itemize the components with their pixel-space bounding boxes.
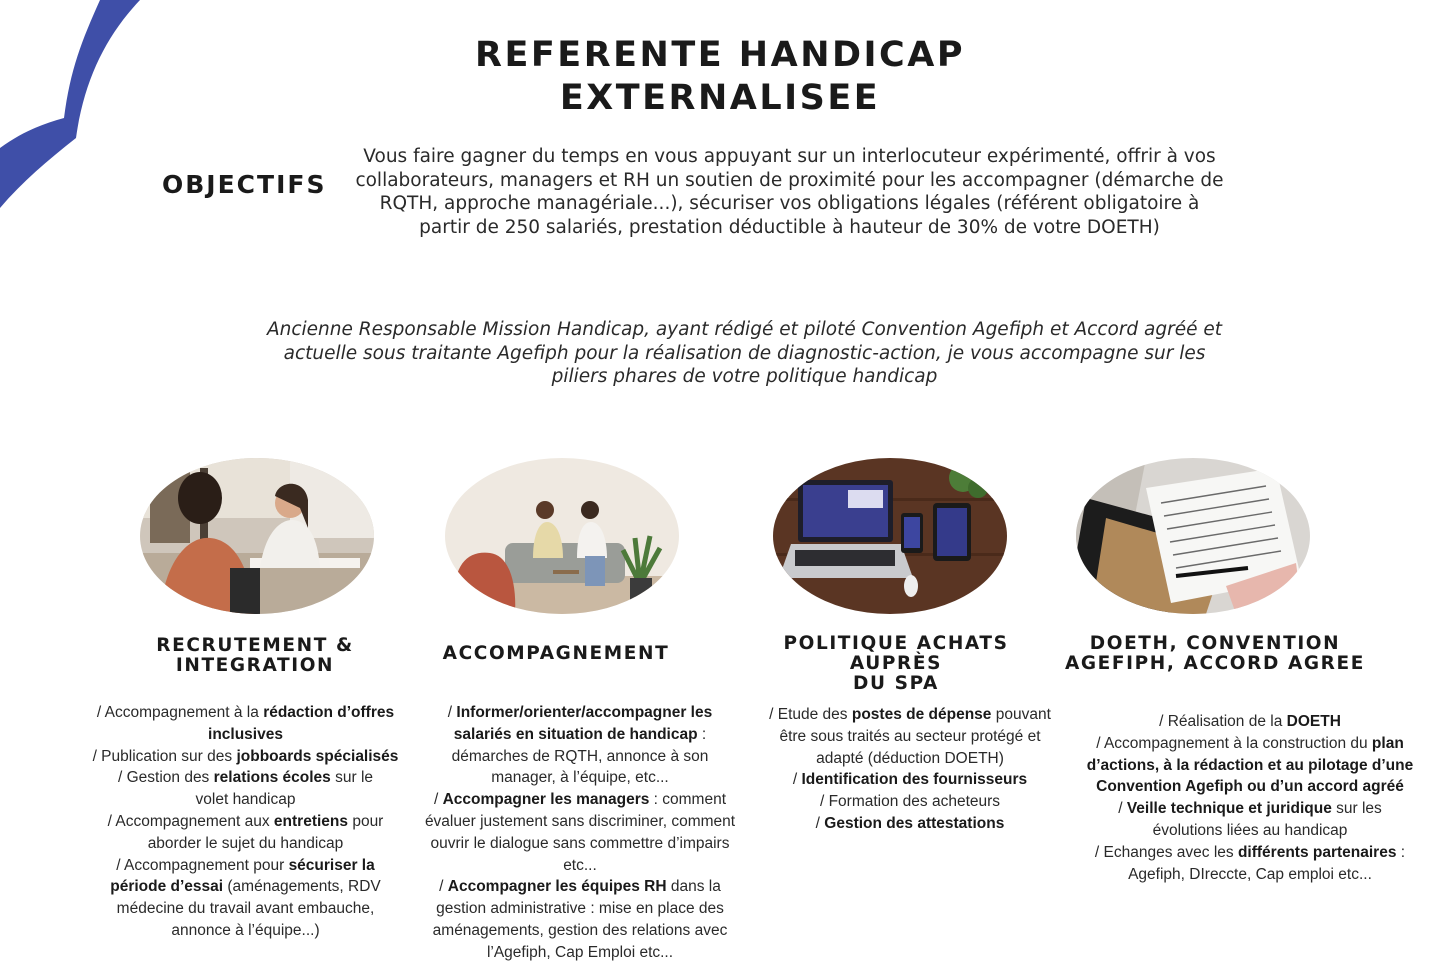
list-item: / Accompagnement aux entretiens pour aborder le sujet du handicap	[107, 812, 384, 852]
pillar-achats-title: POLITIQUE ACHATS AUPRÈS DU SPA	[783, 633, 1009, 694]
pillar-accompagnement-list	[415, 702, 745, 964]
list-item: / Accompagnement à la construction du plan d’actions, à la rédaction et au pilotage d’une Convention Agefiph ou d’un accord agréé	[1086, 734, 1414, 796]
title-line-2: EXTERNALISEE	[559, 78, 881, 118]
page-title	[370, 34, 1070, 120]
list-item: / Publication sur des jobboards spécialisés	[92, 747, 399, 765]
meeting-photo-icon	[445, 458, 679, 614]
corner-arc-decoration	[0, 0, 150, 215]
pillar-accompagnement-title: ACCOMPAGNEMENT	[442, 643, 670, 664]
devices-photo-icon	[773, 458, 1007, 614]
pillar-doeth-list	[1086, 711, 1414, 885]
objectives-text: Vous faire gagner du temps en vous appuyant sur un interlocuteur expérimenté, offrir à vos collaborateurs, managers et RH un soutien de proximité pour les accompagner (démarche de RQTH, approche managériale...), sécuriser vos obligations légales (référent obligatoire à partir de 250 salariés, prestation déductible à hauteur de 30% de votre DOETH)	[355, 146, 1224, 238]
list-item: / Informer/orienter/accompagner les salariés en situation de handicap : démarches de RQTH, annonce à son manager, à l’équipe, etc...	[447, 704, 713, 787]
intro-text: Ancienne Responsable Mission Handicap, ayant rédigé et piloté Convention Agefiph et Accord agréé et actuelle sous traitante Agefiph pour la réalisation de diagnostic-action, je vous accompagne sur les piliers phares de votre politique handicap	[266, 319, 1223, 387]
list-item: / Gestion des attestations	[815, 814, 1005, 832]
list-item: / Etude des postes de dépense pouvant être sous traités au secteur protégé et adapté (déduction DOETH)	[769, 706, 1051, 767]
list-item: / Formation des acheteurs	[819, 793, 1001, 811]
list-item: / Accompagner les équipes RH dans la gestion administrative : mise en place des aménagements, gestion des relations avec l’Agefiph, Cap Emploi etc...	[432, 878, 728, 961]
pillar-doeth-title: DOETH, CONVENTION AGEFIPH, ACCORD AGREE	[1064, 633, 1366, 674]
title-line-1: REFERENTE HANDICAP	[475, 35, 965, 75]
list-item: / Accompagner les managers : comment évaluer justement sans discriminer, comment ouvrir le dialogue sans commettre d’impairs etc...	[424, 791, 736, 874]
list-item: / Identification des fournisseurs	[792, 771, 1028, 789]
pillar-achats-list	[762, 704, 1058, 835]
list-item: / Accompagnement à la rédaction d’offres inclusives	[96, 704, 395, 743]
list-item: / Echanges avec les différents partenaires : Agefiph, DIreccte, Cap emploi etc...	[1094, 843, 1406, 883]
interview-photo-icon	[140, 458, 374, 614]
list-item: / Accompagnement pour sécuriser la période d’essai (aménagements, RDV médecine du travail avant embauche, annonce à l’équipe...)	[110, 856, 381, 939]
list-item: / Réalisation de la DOETH	[1159, 713, 1341, 730]
list-item: / Gestion des relations écoles sur le volet handicap	[117, 769, 374, 809]
documents-photo-icon	[1076, 458, 1310, 614]
pillar-recrutement-title: RECRUTEMENT & INTEGRATION	[156, 635, 354, 676]
list-item: / Veille technique et juridique sur les évolutions liées au handicap	[1118, 800, 1382, 839]
pillar-recrutement-list	[78, 702, 413, 942]
objectives-label: OBJECTIFS	[162, 170, 327, 199]
